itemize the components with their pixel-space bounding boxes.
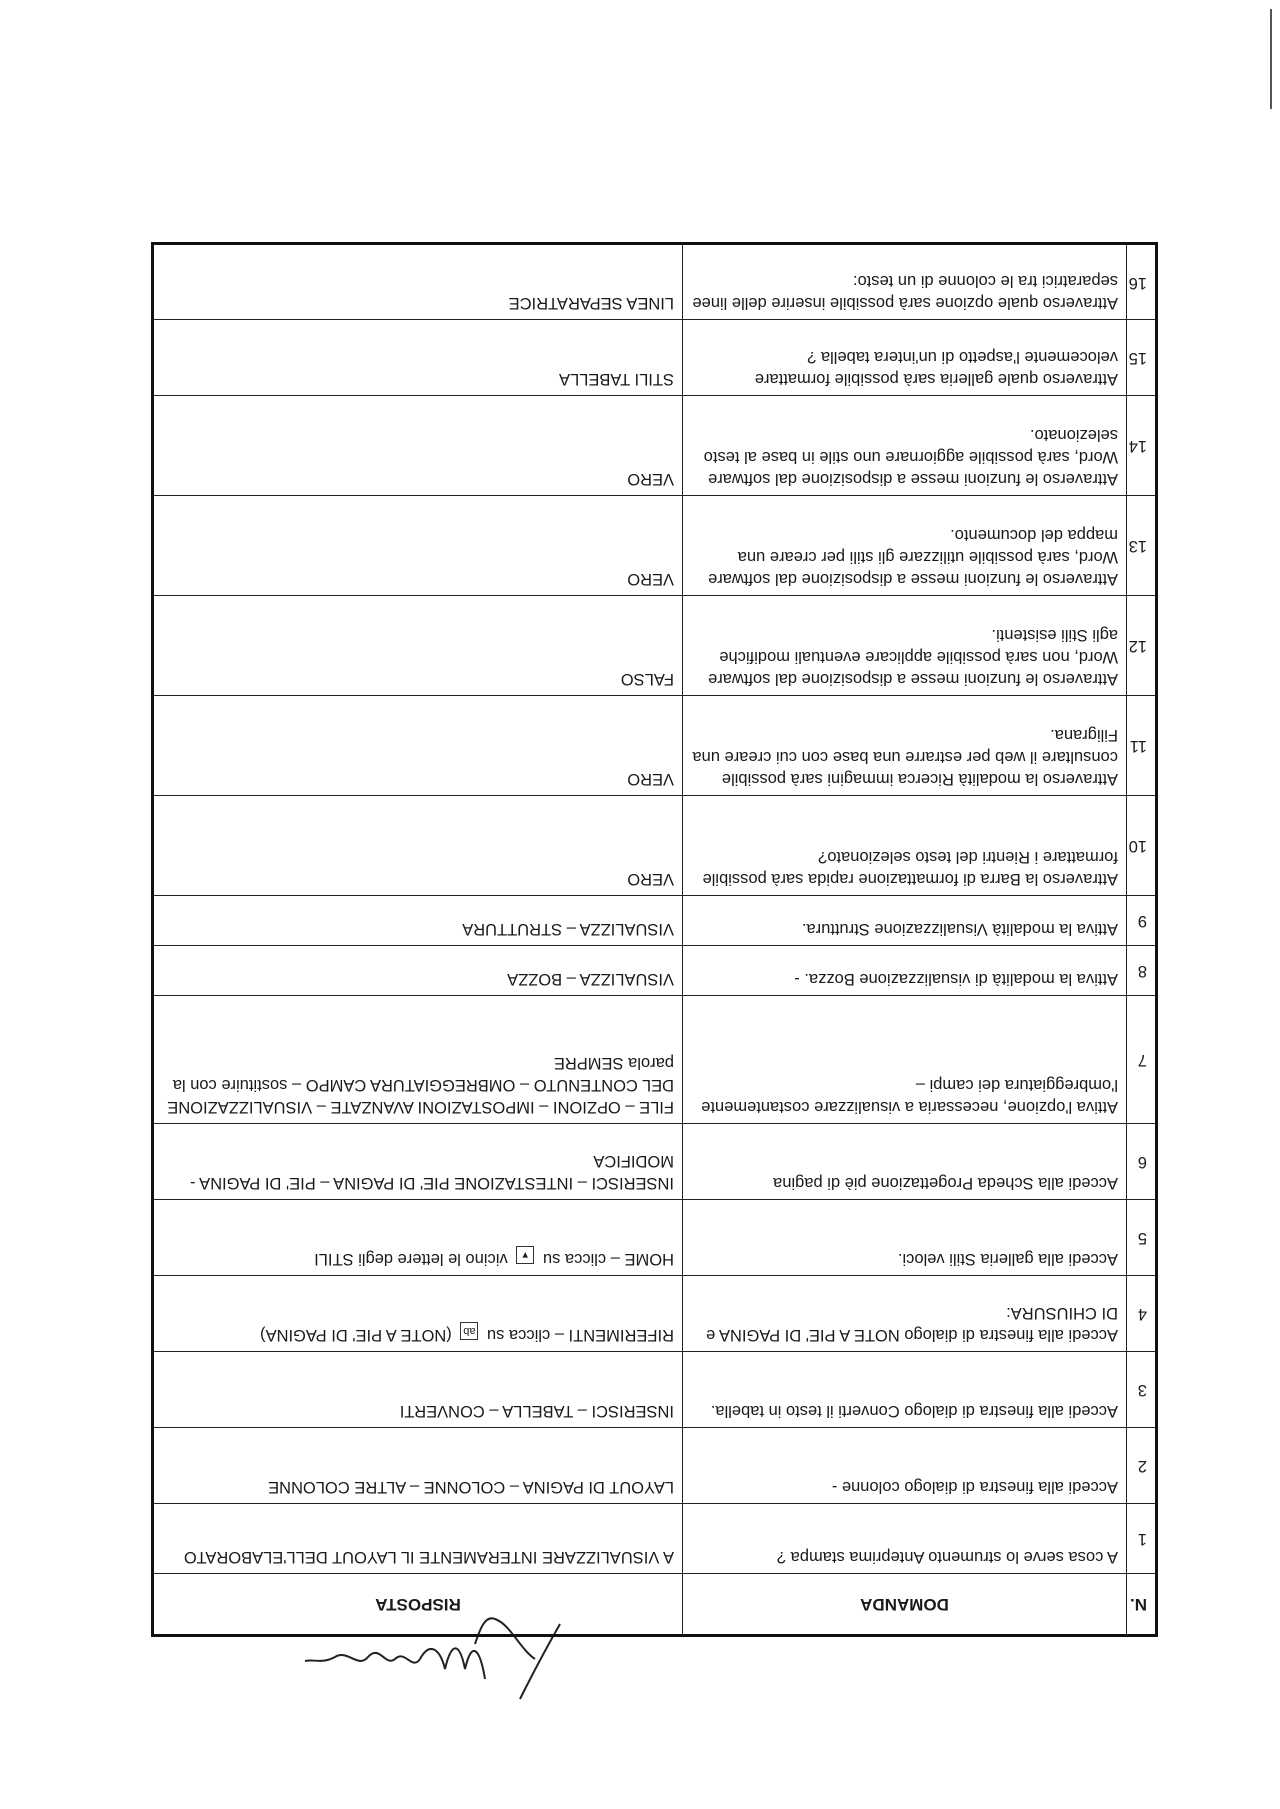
table-row <box>153 946 1157 996</box>
styles-gallery-more-icon: ▾ <box>516 1246 534 1264</box>
row-number: 14 <box>1127 396 1157 496</box>
answer-text-after: (NOTE A PIE' DI PAGINA) <box>260 1326 452 1344</box>
row-number: 11 <box>1127 696 1157 796</box>
row-number: 3 <box>1127 1352 1157 1428</box>
row-question: Attiva la modalità di visualizzazione Bozza. - <box>683 946 1127 996</box>
table-row <box>153 1504 1157 1574</box>
table-row <box>153 1200 1157 1276</box>
row-question: Accedi alla galleria Stili veloci. <box>683 1200 1127 1276</box>
row-answer: FILE – OPZIONI – IMPOSTAZIONI AVANZATE – VISUALIZZAZIONE DEL CONTENUTO – OMBREGGIATURA CAMPO – sostituire con la parola SEMPRE <box>153 996 683 1124</box>
table-row <box>153 1276 1157 1352</box>
row-number: 5 <box>1127 1200 1157 1276</box>
table-row <box>153 796 1157 896</box>
row-answer: VISUALIZZA – BOZZA <box>153 946 683 996</box>
table-row <box>153 244 1157 320</box>
row-number: 15 <box>1127 320 1157 396</box>
row-number: 10 <box>1127 796 1157 896</box>
row-answer: LINEA SEPARATRICE <box>153 244 683 320</box>
table-header-row <box>153 1574 1157 1636</box>
table-row <box>153 896 1157 946</box>
header-question: DOMANDA <box>683 1574 1127 1636</box>
table-row <box>153 1124 1157 1200</box>
row-question: Attiva l'opzione, necessaria a visualizzare costantemente l'ombreggiatura dei campi – <box>683 996 1127 1124</box>
row-question: Attraverso le funzioni messe a disposizione dal software Word, sarà possibile aggiornare uno stile in base al testo selezionato. <box>683 396 1127 496</box>
row-answer: VERO <box>153 796 683 896</box>
row-number: 6 <box>1127 1124 1157 1200</box>
row-question: Attiva la modalità Visualizzazione Struttura. <box>683 896 1127 946</box>
row-question: A cosa serve lo strumento Anteprima stampa ? <box>683 1504 1127 1574</box>
row-answer: INSERISCI – TABELLA – CONVERTI <box>153 1352 683 1428</box>
row-number: 16 <box>1127 244 1157 320</box>
header-answer: RISPOSTA <box>153 1574 683 1636</box>
answer-text-before: HOME – clicca su <box>542 1250 674 1268</box>
table-row <box>153 996 1157 1124</box>
row-question: Attraverso quale galleria sarà possibile formattare velocemente l'aspetto di un'intera tabella ? <box>683 320 1127 396</box>
table-row <box>153 396 1157 496</box>
row-question: Attraverso quale opzione sarà possibile inserire delle linee separatrici tra le colonne di un testo: <box>683 244 1127 320</box>
row-answer <box>153 1200 683 1276</box>
row-answer: INSERISCI – INTESTAZIONE PIE' DI PAGINA – PIE' DI PAGINA - MODIFICA <box>153 1124 683 1200</box>
row-number: 1 <box>1127 1504 1157 1574</box>
row-answer: VERO <box>153 696 683 796</box>
answer-text-after: vicino le lettere degli STILI <box>314 1250 508 1268</box>
table-row <box>153 696 1157 796</box>
table-row <box>153 320 1157 396</box>
row-answer: LAYOUT DI PAGINA – COLONNE – ALTRE COLONNE <box>153 1428 683 1504</box>
row-number: 2 <box>1127 1428 1157 1504</box>
row-question: Accedi alla Scheda Progettazione piè di pagina <box>683 1124 1127 1200</box>
row-number: 13 <box>1127 496 1157 596</box>
table-row <box>153 596 1157 696</box>
row-question: Accedi alla finestra di dialogo NOTE A PIE' DI PAGINA e DI CHIUSURA: <box>683 1276 1127 1352</box>
row-answer: VISUALIZZA – STRUTTURA <box>153 896 683 946</box>
table-row <box>153 1352 1157 1428</box>
table-row <box>153 1428 1157 1504</box>
row-question: Attraverso la Barra di formattazione rapida sarà possibile formattare i Rientri del testo selezionato? <box>683 796 1127 896</box>
insert-footnote-icon: ab <box>460 1322 478 1340</box>
row-answer: FALSO <box>153 596 683 696</box>
row-question: Accedi alla finestra di dialogo colonne - <box>683 1428 1127 1504</box>
quiz-table <box>151 242 1158 1637</box>
row-question: Attraverso la modalità Ricerca immagini sarà possibile consultare il web per estrarre una base con cui creare una Filigrana. <box>683 696 1127 796</box>
row-number: 7 <box>1127 996 1157 1124</box>
row-number: 9 <box>1127 896 1157 946</box>
row-question: Accedi alla finestra di dialogo Converti il testo in tabella. <box>683 1352 1127 1428</box>
row-answer: STILI TABELLA <box>153 320 683 396</box>
scan-edge-line <box>1270 9 1272 109</box>
row-question: Attraverso le funzioni messe a disposizione dal software Word, sarà possibile utilizzare gli stili per creare una mappa del documento. <box>683 496 1127 596</box>
row-answer <box>153 1276 683 1352</box>
table-row <box>153 496 1157 596</box>
row-number: 12 <box>1127 596 1157 696</box>
row-answer: VERO <box>153 496 683 596</box>
row-answer: A VISUALIZZARE INTERAMENTE IL LAYOUT DELL'ELABORATO <box>153 1504 683 1574</box>
answer-text-before: RIFERIMENTI – clicca su <box>486 1326 674 1344</box>
row-number: 4 <box>1127 1276 1157 1352</box>
row-question: Attraverso le funzioni messe a disposizione dal software Word, non sarà possibile applicare eventuali modifiche agli Stili esistenti. <box>683 596 1127 696</box>
row-number: 8 <box>1127 946 1157 996</box>
row-answer: VERO <box>153 396 683 496</box>
header-number: N. <box>1127 1574 1157 1636</box>
